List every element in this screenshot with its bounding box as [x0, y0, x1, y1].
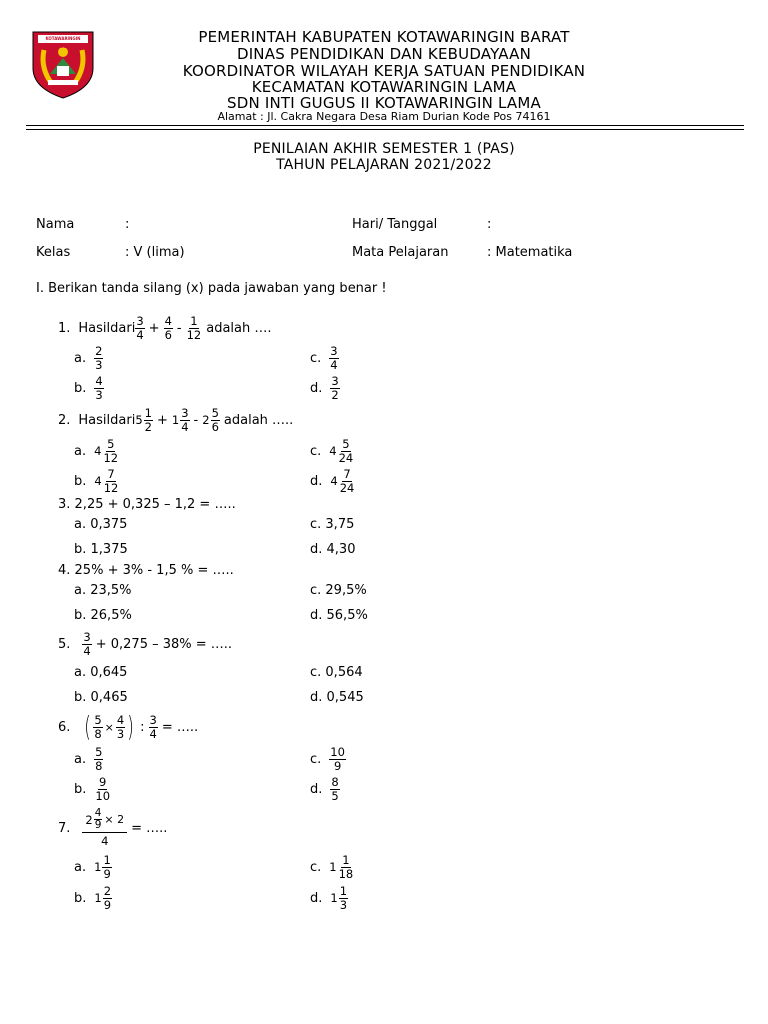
- header-rule-thin: [26, 129, 744, 130]
- instruction: I. Berikan tanda silang (x) pada jawaban yang benar !: [36, 281, 387, 296]
- option-1c[interactable]: c. $\frac{3}{4}$: [310, 344, 338, 372]
- question-3: 3. 2,25 + 0,325 – 1,2 = …..: [58, 497, 236, 512]
- kelas-value: : V (lima): [125, 245, 185, 260]
- header-line-3: KOORDINATOR WILAYAH KERJA SATUAN PENDIDIKAN: [182, 62, 586, 80]
- option-6a[interactable]: a. $\frac{5}{8}$: [74, 745, 103, 773]
- option-4b[interactable]: b. 26,5%: [74, 608, 132, 623]
- mapel-value: : Matematika: [487, 245, 573, 260]
- kelas-label: Kelas: [36, 245, 71, 260]
- option-6c[interactable]: c. $\frac{10}{9}$: [310, 745, 345, 773]
- option-4d[interactable]: d. 56,5%: [310, 608, 368, 623]
- hari-colon: :: [487, 217, 492, 232]
- question-5: 5. $\frac{3}{4}$ + 0,275 – 38% = …..: [58, 630, 233, 658]
- mapel-label: Mata Pelajaran: [352, 245, 449, 260]
- option-3c[interactable]: c. 3,75: [310, 517, 355, 532]
- option-7a[interactable]: a. 1 $\frac{1}{9}$: [74, 853, 111, 881]
- question-4: 4. 25% + 3% - 1,5 % = …..: [58, 563, 234, 578]
- header-line-4: KECAMATAN KOTAWARINGIN LAMA: [251, 78, 517, 96]
- fraction: $\frac{4}{6}$: [164, 314, 172, 342]
- option-3d[interactable]: d. 4,30: [310, 542, 356, 557]
- fraction: $\frac{3}{4}$: [136, 314, 144, 342]
- question-1: 1. Hasildari $\frac{3}{4}$ + $\frac{4}{6}$ - $\frac{1}{12}$ adalah ….: [58, 314, 272, 342]
- question-7: 7. 2 $\frac{4}{9}$ × 2 4 = …..: [58, 807, 168, 849]
- header-line-2: DINAS PENDIDIKAN DAN KEBUDAYAAN: [236, 45, 532, 63]
- option-6d[interactable]: d. $\frac{8}{5}$: [310, 775, 339, 803]
- option-3b[interactable]: b. 1,375: [74, 542, 128, 557]
- option-1a[interactable]: a. $\frac{2}{3}$: [74, 344, 103, 372]
- question-2: 2. Hasildari 5 $\frac{1}{2}$ + 1 $\frac{3}{4}$ - 2 $\frac{5}{6}$ adalah …..: [58, 406, 294, 434]
- option-1d[interactable]: d. $\frac{3}{2}$: [310, 374, 339, 402]
- option-4a[interactable]: a. 23,5%: [74, 583, 132, 598]
- option-2c[interactable]: c. 4 $\frac{5}{24}$: [310, 437, 354, 465]
- exam-year: TAHUN PELAJARAN 2021/2022: [276, 157, 492, 173]
- question-6: 6. ( $\frac{5}{8}$ × $\frac{4}{3}$ ) : $\frac{3}{4}$ = …..: [58, 710, 199, 743]
- exam-title: PENILAIAN AKHIR SEMESTER 1 (PAS): [253, 141, 515, 157]
- option-4c[interactable]: c. 29,5%: [310, 583, 367, 598]
- option-6b[interactable]: b. $\frac{9}{10}$: [74, 775, 111, 803]
- fraction: $\frac{1}{12}$: [186, 314, 202, 342]
- header-address: Alamat : Jl. Cakra Negara Desa Riam Durian Kode Pos 74161: [217, 110, 551, 123]
- option-7d[interactable]: d. 1 $\frac{1}{3}$: [310, 884, 348, 912]
- option-2d[interactable]: d. 4 $\frac{7}{24}$: [310, 467, 355, 495]
- header-line-1: PEMERINTAH KABUPATEN KOTAWARINGIN BARAT: [198, 28, 570, 46]
- option-5d[interactable]: d. 0,545: [310, 690, 364, 705]
- option-7c[interactable]: c. 1 $\frac{1}{18}$: [310, 853, 354, 881]
- hari-label: Hari/ Tanggal: [352, 217, 438, 232]
- header-rule: [26, 125, 744, 126]
- nama-colon: :: [125, 217, 130, 232]
- option-1b[interactable]: b. $\frac{4}{3}$: [74, 374, 103, 402]
- compound-fraction: 2 $\frac{4}{9}$ × 2 4: [82, 808, 127, 847]
- option-5b[interactable]: b. 0,465: [74, 690, 128, 705]
- option-5a[interactable]: a. 0,645: [74, 665, 128, 680]
- option-2b[interactable]: b. 4 $\frac{7}{12}$: [74, 467, 119, 495]
- nama-label: Nama: [36, 217, 75, 232]
- logo-text: KOTAWARINGIN BARAT: [45, 36, 81, 49]
- option-7b[interactable]: b. 1 $\frac{2}{9}$: [74, 884, 112, 912]
- option-5c[interactable]: c. 0,564: [310, 665, 363, 680]
- option-2a[interactable]: a. 4 $\frac{5}{12}$: [74, 437, 119, 465]
- option-3a[interactable]: a. 0,375: [74, 517, 128, 532]
- header-line-5: SDN INTI GUGUS II KOTAWARINGIN LAMA: [227, 94, 541, 112]
